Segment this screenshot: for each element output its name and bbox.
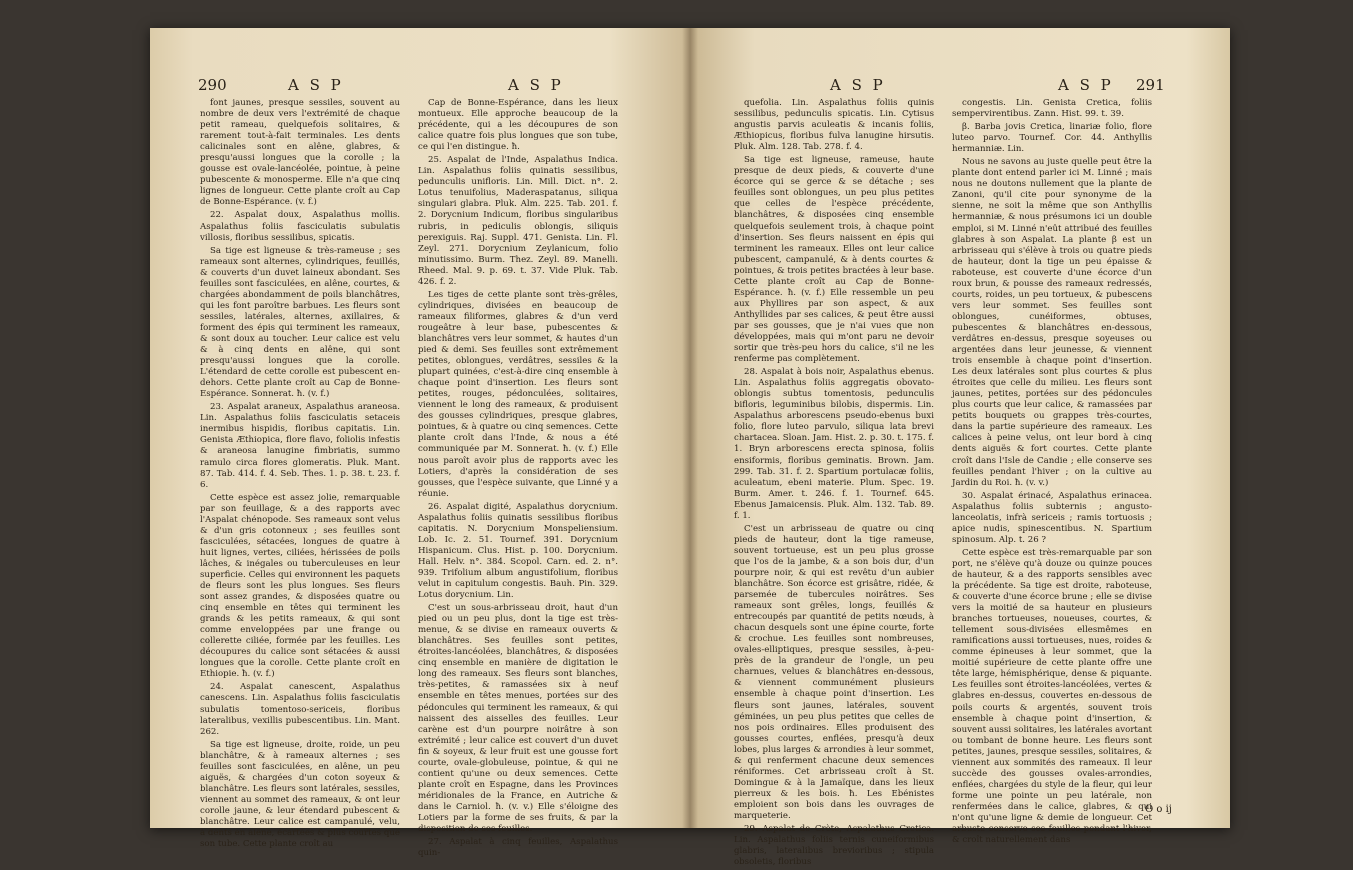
running-head-right-1: A S P	[830, 76, 886, 94]
left-column-2	[418, 98, 618, 861]
paragraph: Sa tige est ligneuse & très-rameuse ; ses rameaux sont alternes, cylindriques, feuillés, & couverts d'un duvet laineux abondant. Ses feuilles sont fasciculées, en alêne, courtes, & chargées abondamment de poils blanchâtres, qui les font paroître barbues. Les fleurs sont sessiles, latérales, alternes, axillaires, & forment des épis qui terminent les rameaux, & sont doux au toucher. Leur calice est velu & à cinq dents en alêne, qui sont presqu'aussi longues que la corolle. L'étendard de cette corolle est pubescent en-dehors. Cette plante croît au Cap de Bonne-Espérance. Sonnerat. ħ. (v. f.)	[200, 245, 400, 400]
right-column-1	[734, 98, 934, 870]
signature-mark: O o ij	[1145, 804, 1172, 815]
paragraph: congestis. Lin. Genista Cretica, foliis sempervirentibus. Zann. Hist. 99. t. 39.	[952, 98, 1152, 120]
page-number-right: 291	[1136, 76, 1165, 94]
paragraph: Cette espèce est très-remarquable par son port, ne s'élève qu'à douze ou quinze pouces de hauteur, & a des rapports sensibles avec la précédente. Sa tige est droite, raboteuse, & couverte d'une écorce brune ; elle se divise vers la moitié de sa hauteur en plusieurs branches tortueuses, noueuses, courtes, & tellement sous-divisées ellesmêmes en ramifications aussi tortueuses, nues, roides & comme épineuses à leur sommet, que la moitié supérieure de cette plante offre une tête large, hémisphérique, dense & piquante. Les feuilles sont étroites-lancéolées, vertes & glabres en-dessus, couvertes en-dessous de poils courts & argentés, souvent trois ensemble à chaque point d'insertion, & souvent aussi solitaires, les latérales avortant ou tombant de bonne heure. Les fleurs sont petites, jaunes, presque sessiles, solitaires, & viennent aux sommités des rameaux. Il leur succède des gousses ovales-arrondies, enflées, chargées du style de la fleur, qui leur forme une pointe un peu latérale, non renfermées dans le calice, glabres, & qui n'ont qu'une ligne & demie de longueur. Cet arbuste conserve ses feuilles pendant l'hiver, & croît naturellement dans	[952, 547, 1152, 846]
paragraph: Cap de Bonne-Espérance, dans les lieux montueux. Elle approche beaucoup de la précédente, qui a les découpures de son calice quatre fois plus longues que son tube, ce qui l'en distingue. ħ.	[418, 98, 618, 153]
paragraph: 28. Aspalat à bois noir, Aspalathus ebenus. Lin. Aspalathus foliis aggregatis obovato-oblongis subtus tomentosis, pedunculis bifloris, leguminibus bilobis, dispermis. Lin. Aspalathus arborescens pseudo-ebenus buxi folio, flore luteo parvulo, siliqua lata brevi chartacea. Sloan. Jam. Hist. 2. p. 30. t. 175. f. 1. Bryn arborescens erecta spinosa, foliis ensiformis, floribus geminatis. Brown. Jam. 299. Tab. 31. f. 2. Spartium portulacæ foliis, aculeatum, ebeni materie. Plum. Spec. 19. Burm. Amer. t. 246. f. 1. Tournef. 645. Ebenus Jamaicensis. Pluk. Alm. 132. Tab. 89. f. 1.	[734, 367, 934, 521]
book-gutter	[682, 28, 698, 828]
right-page	[690, 28, 1230, 868]
paragraph: 24. Aspalat canescent, Aspalathus canescens. Lin. Aspalathus foliis fasciculatis subulatis tomentoso-sericeis, floribus lateralibus, vexillis pubescentibus. Lin. Mant. 262.	[200, 682, 400, 737]
paragraph: 23. Aspalat araneux, Aspalathus araneosa. Lin. Aspalathus foliis fasciculatis setaceis inermibus hispidis, floribus capitatis. Lin. Genista Æthiopica, flore flavo, foliolis infestis & araneosa lanugine fimbriatis, summo ramulo circa flores glomeratis. Pluk. Mant. 87. Tab. 414. f. 4. Seb. Thes. 1. p. 38. t. 23. f. 6.	[200, 402, 400, 490]
paragraph: 29. Aspalat de Crète, Aspalathus Cretica. Lin. Aspalathus foliis ternis cuneiformibus glabris, lateralibus brevioribus ; stipula obsoletis, floribus	[734, 824, 934, 868]
paragraph: C'est un arbrisseau de quatre ou cinq pieds de hauteur, dont la tige rameuse, souvent tortueuse, est un peu plus grosse que l'os de la jambe, & a son bois dur, d'un pourpre noir, & qui est revêtu d'un aubier blanchâtre. Son écorce est grisâtre, ridée, & parsemée de tubercules noirâtres. Ses rameaux sont grêles, longs, feuillés & entrecoupés par quantité de petits nœuds, à chacun desquels sont une épine courte, forte & crochue. Les feuilles sont nombreuses, ovales-elliptiques, presque sessiles, à-peu-près de la grandeur de l'ongle, un peu charnues, velues & blanchâtres en-dessous, & viennent communément plusieurs ensemble à chaque point d'insertion. Les fleurs sont jaunes, latérales, souvent géminées, un peu plus petites que celles de nos pois ordinaires. Elles produisent des gousses courtes, enflées, presqu'à deux lobes, plus larges & arrondies à leur sommet, & qui renferment chacune deux semences réniformes. Cet arbrisseau croît à St. Domingue & à la Jamaïque, dans les lieux pierreux & les bois. ħ. Les Ebénistes emploient son bois dans les ouvrages de marqueterie.	[734, 523, 934, 821]
left-column-1	[200, 98, 400, 852]
paragraph: 27. Aspalat à cinq feuilles, Aspalathus quin-	[418, 837, 618, 859]
paragraph: Les tiges de cette plante sont très-grêles, cylindriques, divisées en beaucoup de rameaux filiformes, glabres & d'un verd rougeâtre à leur base, pubescentes & blanchâtres vers leur sommet, & hautes d'un pied & demi. Ses feuilles sont extrêmement petites, oblongues, verdâtres, sessiles & la plupart quinées, c'est-à-dire cinq ensemble à chaque point d'insertion. Les fleurs sont petites, rouges, pédonculées, solitaires, viennent le long des rameaux, & produisent des gousses cylindriques, presque glabres, pointues, & à quatre ou cinq semences. Cette plante croît dans l'Inde, & nous a été communiquée par M. Sonnerat. ħ. (v. f.) Elle nous paroît avoir plus de rapports avec les Lotiers, d'après la considération de ses gousses, que l'espèce suivante, que Linné y a réunie.	[418, 289, 618, 499]
open-book	[150, 28, 1230, 868]
paragraph: C'est un sous-arbrisseau droit, haut d'un pied ou un peu plus, dont la tige est très-menue, & se divise en rameaux ouverts & blanchâtres. Ses feuilles sont petites, étroites-lancéolées, blanchâtres, & disposées cinq ensemble en manière de digitation le long des rameaux. Ses fleurs sont blanches, très-petites, & ramassées six à neuf ensemble en têtes menues, portées sur des pédoncules qui terminent les rameaux, & qui naissent des aisselles des feuilles. Leur carène est d'un pourpre noirâtre à son extrémité ; leur calice est couvert d'un duvet fin & soyeux, & leur fruit est une gousse fort courte, ovale-globuleuse, pointue, & qui ne contient qu'une ou deux semences. Cette plante croît en Espagne, dans les Provinces méridionales de la France, en Autriche & dans le Carniol. ħ. (v. v.) Elle s'éloigne des Lotiers par la forme de ses fruits, & par la disposition de ses feuilles.	[418, 603, 618, 835]
paragraph: quefolia. Lin. Aspalathus foliis quinis sessilibus, pedunculis spicatis. Lin. Cytisus angustis parvis aculeatis & incanis foliis, Æthiopicus, floribus fulva lanugine hirsutis. Pluk. Alm. 128. Tab. 278. f. 4.	[734, 98, 934, 153]
paragraph: Nous ne savons au juste quelle peut être la plante dont entend parler ici M. Linné ; mais nous ne doutons nullement que la plante de Zanoni, qu'il cite pour synonyme de la sienne, ne soit la même que son Anthyllis hermanniæ, & nous présumons ici un double emploi, si M. Linné n'eût attribué des feuilles glabres à son Aspalat. La plante β est un arbrisseau qui s'élève à trois ou quatre pieds de hauteur, dont la tige un peu épaisse & raboteuse, est couverte d'une écorce d'un roux brun, & pousse des rameaux redressés, courts, roides, un peu tortueux, & pubescens vers leur sommet. Ses feuilles sont oblongues, cunéiformes, obtuses, pubescentes & blanchâtres en-dessous, verdâtres en-dessus, presque soyeuses ou argentées dans leur jeunesse, & viennent trois ensemble à chaque point d'insertion. Les deux latérales sont plus courtes & plus étroites que celle du milieu. Les fleurs sont jaunes, petites, portées sur des pédoncules plus courts que leur calice, & ramassées par petits bouquets ou grappes très-courtes, dans la partie supérieure des rameaux. Les calices à peine velus, ont leur bord à cinq dents aiguës & fort courtes. Cette plante croît dans l'Isle de Candie ; elle conserve ses feuilles pendant l'hiver ; on la cultive au Jardin du Roi. ħ. (v. v.)	[952, 157, 1152, 488]
running-head-right-2: A S P	[1058, 76, 1114, 94]
running-head-left-2: A S P	[508, 76, 564, 94]
paragraph: Sa tige est ligneuse, droite, roide, un peu blanchâtre, & à rameaux alternes ; ses feuilles sont fasciculées, en alêne, un peu aiguës, & chargées d'un coton soyeux & blanchâtre. Les fleurs sont latérales, sessiles, viennent au sommet des rameaux, & ont leur corolle jaune, & leur étendard pubescent & blanchâtre. Leur calice est campanulé, velu, à dents en alêne, écartées & plus courtes que son tube. Cette plante croît au	[200, 739, 400, 850]
page-number-left: 290	[198, 76, 227, 94]
paragraph: font jaunes, presque sessiles, souvent au nombre de deux vers l'extrémité de chaque petit rameau, quelquefois solitaires, & rarement tout-à-fait terminales. Les dents calicinales sont en alêne, glabres, & presqu'aussi longues que la corolle ; la gousse est ovale-lancéolée, pointue, à peine pubescente & monosperme. Elle n'a que cinq lignes de longueur. Cette plante croît au Cap de Bonne-Espérance. (v. f.)	[200, 98, 400, 208]
left-page	[150, 28, 690, 859]
paragraph: 26. Aspalat digité, Aspalathus dorycnium. Aspalathus foliis quinatis sessilibus floribus capitatis. N. Dorycnium Monspeliensium. Lob. Ic. 2. 51. Tournef. 391. Dorycnium Hispanicum. Clus. Hist. p. 100. Dorycnium. Hall. Helv. n°. 384. Scopol. Carn. ed. 2. n°. 939. Trifolium album angustifolium, floribus velut in capitulum congestis. Bauh. Pin. 329. Lotus dorycnium. Lin.	[418, 501, 618, 601]
paragraph: 22. Aspalat doux, Aspalathus mollis. Aspalathus foliis fasciculatis subulatis villosis, floribus sessilibus, spicatis.	[200, 210, 400, 243]
right-column-2	[952, 98, 1152, 848]
paragraph: Sa tige est ligneuse, rameuse, haute presque de deux pieds, & couverte d'une écorce qui se gerce & se détache ; ses feuilles sont oblongues, un peu plus petites que celles de l'espèce précédente, blanchâtres, & disposées cinq ensemble quelquefois seulement trois, à chaque point d'insertion. Ses fleurs naissent en épis qui terminent les rameaux. Elles ont leur calice pubescent, campanulé, & à dents courtes & pointues, & trois petites bractées à leur base. Cette plante croît au Cap de Bonne-Espérance. ħ. (v. f.) Elle ressemble un peu aux Phyllires par son aspect, & aux Anthyllides par ses calices, & peut être aussi par ses gousses, que je n'ai vues que non développées, mais qui m'ont paru ne devoir sortir que très-peu hors du calice, s'il ne les renferme pas complètement.	[734, 155, 934, 365]
paragraph: 30. Aspalat érinacé, Aspalathus erinacea. Aspalathus foliis subternis ; angusto-lanceolatis, infrà sericeis ; ramis tortuosis ; apice nudis, spinescentibus. N. Spartium spinosum. Alp. t. 26 ?	[952, 490, 1152, 545]
running-head-left-1: A S P	[288, 76, 344, 94]
paragraph: β. Barba jovis Cretica, linariæ folio, flore luteo parvo. Tournef. Cor. 44. Anthyllis hermanniæ. Lin.	[952, 122, 1152, 155]
paragraph: 25. Aspalat de l'Inde, Aspalathus Indica. Lin. Aspalathus foliis quinatis sessilibus, pedunculis unifloris. Lin. Mill. Dict. n°. 2. Lotus tenuifolius, Maderaspatanus, siliqua singulari glabra. Pluk. Alm. 225. Tab. 201. f. 2. Dorycnium Indicum, floribus singularibus rubris, in pediculis oblongis, siliquis perexiguis. Raj. Suppl. 471. Genista. Lin. Fl. Zeyl. 271. Dorycnium Zeylanicum, folio minutissimo. Burm. Thez. Zeyl. 89. Manelli. Rheed. Mal. 9. p. 69. t. 37. Vide Pluk. Tab. 426. f. 2.	[418, 155, 618, 287]
paragraph: Cette espèce est assez jolie, remarquable par son feuillage, & a des rapports avec l'Aspalat chénopode. Ses rameaux sont velus & d'un gris cotonneux ; ses feuilles sont fasciculées, sétacées, longues de quatre à huit lignes, vertes, ciliées, hérissées de poils lâches, & inégales ou tuberculeuses en leur superficie. Celles qui environnent les paquets de fleurs sont les plus longues. Ses fleurs sont assez grandes, & disposées quatre ou cinq ensemble en têtes qui terminent les grands & les petits rameaux, & qui sont comme enveloppées par une frange ou collerette ciliée, formée par les feuilles. Les découpures du calice sont sétacées & aussi longues que la corolle. Cette plante croît en Ethiopie. ħ. (v. f.)	[200, 492, 400, 680]
